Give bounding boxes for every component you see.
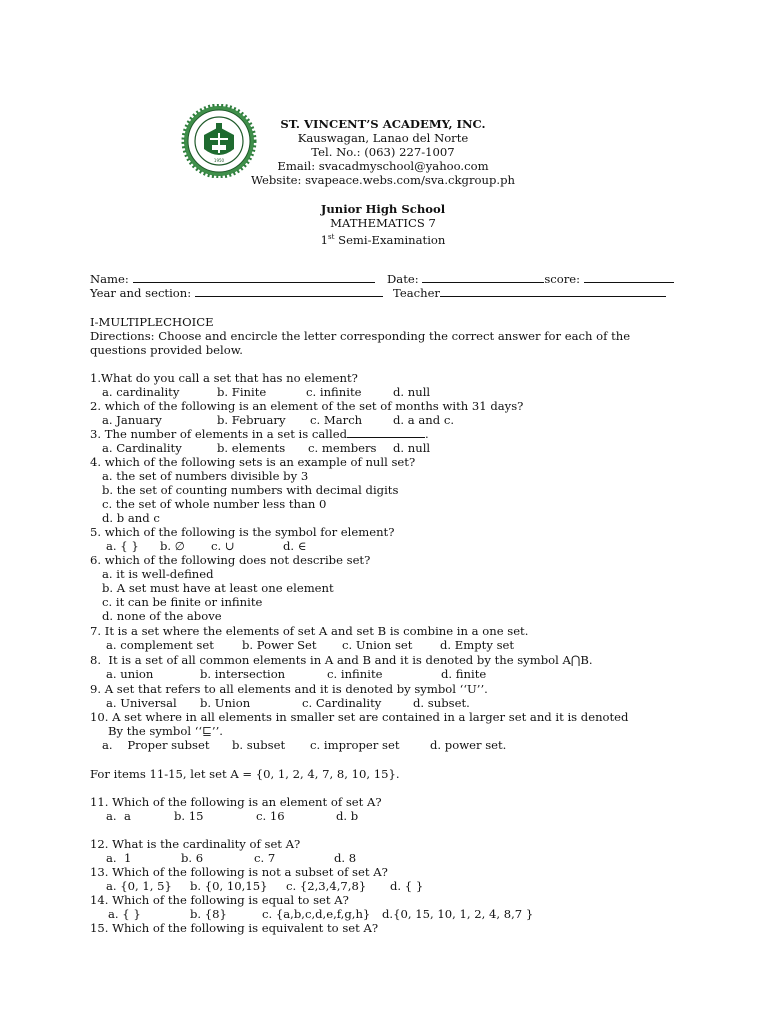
q1-choice-b[interactable]: b. Finite <box>217 385 267 399</box>
question-7: 7. It is a set where the elements of set A and set B is combine in a one set. <box>90 624 529 638</box>
q9-choice-d[interactable]: d. subset. <box>413 696 470 710</box>
name-blank[interactable] <box>133 272 375 283</box>
question-15: 15. Which of the following is equivalent to set A? <box>90 921 379 935</box>
q10-choice-b[interactable]: b. subset <box>232 738 286 752</box>
name-label: Name: <box>90 272 129 286</box>
q8-choice-c[interactable]: c. infinite <box>327 667 383 681</box>
teacher-label: Teacher <box>393 286 440 300</box>
q9-choice-b[interactable]: b. Union <box>200 696 251 710</box>
exam-title <box>150 230 616 247</box>
question-3-blank[interactable] <box>347 427 425 438</box>
q7-choice-c[interactable]: c. Union set <box>342 638 413 652</box>
q4-choice-c[interactable]: c. the set of whole number less than 0 <box>102 497 327 511</box>
school-website: Website: svapeace.webs.com/sva.ckgroup.ph <box>251 173 515 187</box>
q13-choice-c[interactable]: c. {2,3,4,7,8} <box>286 879 367 893</box>
score-label: score: <box>544 272 581 286</box>
question-6: 6. which of the following does not describe set? <box>90 553 371 567</box>
q6-choice-a[interactable]: a. it is well-defined <box>102 567 214 581</box>
q11-choice-a[interactable]: a. a <box>106 809 131 823</box>
question-3-text: 3. The number of elements in a set is called <box>90 427 347 441</box>
q14-choice-c[interactable]: c. {a,b,c,d,e,f,g,h} <box>262 907 371 921</box>
q7-choice-d[interactable]: d. Empty set <box>440 638 515 652</box>
q11-choice-d[interactable]: d. b <box>336 809 359 823</box>
q7-choice-b[interactable]: b. Power Set <box>242 638 317 652</box>
q5-choice-a[interactable]: a. { } <box>106 539 139 553</box>
svg-text:1950: 1950 <box>213 158 225 163</box>
q8-choice-d[interactable]: d. finite <box>441 667 487 681</box>
directions-line-1: Directions: Choose and encircle the letter corresponding the correct answer for each of the <box>90 329 631 343</box>
q1-choice-d[interactable]: d. null <box>393 385 431 399</box>
q3-choice-b[interactable]: b. elements <box>217 441 286 455</box>
question-10-symbol: By the symbol ‘‘⊑’’. <box>108 724 223 738</box>
q11-choice-b[interactable]: b. 15 <box>174 809 204 823</box>
question-1: 1.What do you call a set that has no element? <box>90 371 358 385</box>
exam-subject: MATHEMATICS 7 <box>330 216 436 230</box>
q5-choice-d[interactable]: d. ∈ <box>283 539 307 553</box>
question-9: 9. A set that refers to all elements and it is denoted by symbol ‘‘U’’. <box>90 682 488 696</box>
q2-choice-d[interactable]: d. a and c. <box>393 413 455 427</box>
q4-choice-d[interactable]: d. b and c <box>102 511 160 525</box>
q1-choice-a[interactable]: a. cardinality <box>102 385 180 399</box>
directions-line-2: questions provided below. <box>90 343 243 357</box>
q10-choice-d[interactable]: d. power set. <box>430 738 507 752</box>
school-tel: Tel. No.: (063) 227-1007 <box>311 145 455 159</box>
q12-choice-d[interactable]: d. 8 <box>334 851 357 865</box>
q3-choice-a[interactable]: a. Cardinality <box>102 441 182 455</box>
q3-choice-c[interactable]: c. members <box>308 441 377 455</box>
q8-choice-a[interactable]: a. union <box>106 667 154 681</box>
q10-choice-c[interactable]: c. improper set <box>310 738 400 752</box>
q2-choice-a[interactable]: a. January <box>102 413 162 427</box>
q14-choice-a[interactable]: a. { } <box>108 907 141 921</box>
date-blank[interactable] <box>422 272 544 283</box>
q8-choice-b[interactable]: b. intersection <box>200 667 286 681</box>
question-11: 11. Which of the following is an element of set A? <box>90 795 382 809</box>
school-name: ST. VINCENT’S ACADEMY, INC. <box>280 117 486 131</box>
items-note: For items 11-15, let set A = {0, 1, 2, 4, 7, 8, 10, 15}. <box>90 767 400 781</box>
exam-title-text: Semi-Examination <box>334 232 446 247</box>
exam-ordinal: 1 <box>320 232 329 247</box>
q6-choice-c[interactable]: c. it can be finite or infinite <box>102 595 263 609</box>
question-4: 4. which of the following sets is an example of null set? <box>90 455 416 469</box>
q9-choice-a[interactable]: a. Universal <box>106 696 177 710</box>
question-14: 14. Which of the following is equal to set A? <box>90 893 349 907</box>
score-blank[interactable] <box>584 272 674 283</box>
school-email: Email: svacadmyschool@yahoo.com <box>277 159 489 173</box>
q12-choice-b[interactable]: b. 6 <box>181 851 204 865</box>
q14-choice-b[interactable]: b. {8} <box>190 907 227 921</box>
q3-choice-d[interactable]: d. null <box>393 441 431 455</box>
question-12: 12. What is the cardinality of set A? <box>90 837 301 851</box>
question-5: 5. which of the following is the symbol for element? <box>90 525 395 539</box>
question-10: 10. A set where in all elements in smaller set are contained in a larger set and it is denoted <box>90 710 629 724</box>
q5-choice-b[interactable]: b. ∅ <box>160 539 185 553</box>
q7-choice-a[interactable]: a. complement set <box>106 638 214 652</box>
exam-level: Junior High School <box>320 202 446 216</box>
date-field[interactable] <box>387 272 674 286</box>
section-title: I-MULTIPLECHOICE <box>90 315 214 329</box>
year-section-blank[interactable] <box>195 286 383 297</box>
q9-choice-c[interactable]: c. Cardinality <box>302 696 382 710</box>
date-label: Date: <box>387 272 419 286</box>
q13-choice-d[interactable]: d. { } <box>390 879 424 893</box>
teacher-blank[interactable] <box>440 286 666 297</box>
question-2: 2. which of the following is an element of the set of months with 31 days? <box>90 399 524 413</box>
teacher-field[interactable] <box>393 286 666 300</box>
q13-choice-a[interactable]: a. {0, 1, 5} <box>106 879 172 893</box>
school-address: Kauswagan, Lanao del Norte <box>297 131 469 145</box>
exam-ordinal-suffix: st <box>328 233 335 241</box>
q12-choice-c[interactable]: c. 7 <box>254 851 276 865</box>
question-3 <box>90 427 429 441</box>
q4-choice-b[interactable]: b. the set of counting numbers with decimal digits <box>102 483 399 497</box>
q2-choice-b[interactable]: b. February <box>217 413 286 427</box>
q10-choice-a[interactable]: a. Proper subset <box>102 738 210 752</box>
question-8: 8. It is a set of all common elements in A and B and it is denoted by the symbol A⋂B. <box>90 653 593 667</box>
q6-choice-d[interactable]: d. none of the above <box>102 609 222 623</box>
year-section-field[interactable] <box>90 286 383 300</box>
q6-choice-b[interactable]: b. A set must have at least one element <box>102 581 334 595</box>
q12-choice-a[interactable]: a. 1 <box>106 851 132 865</box>
q13-choice-b[interactable]: b. {0, 10,15} <box>190 879 268 893</box>
q5-choice-c[interactable]: c. ∪ <box>211 539 235 553</box>
q1-choice-c[interactable]: c. infinite <box>306 385 362 399</box>
q14-choice-d[interactable]: d.{0, 15, 10, 1, 2, 4, 8,7 } <box>382 907 534 921</box>
name-field[interactable] <box>90 272 375 286</box>
question-3-period: . <box>425 427 429 441</box>
question-13: 13. Which of the following is not a subset of set A? <box>90 865 388 879</box>
q2-choice-c[interactable]: c. March <box>310 413 363 427</box>
year-section-label: Year and section: <box>90 286 192 300</box>
q4-choice-a[interactable]: a. the set of numbers divisible by 3 <box>102 469 309 483</box>
q11-choice-c[interactable]: c. 16 <box>256 809 285 823</box>
